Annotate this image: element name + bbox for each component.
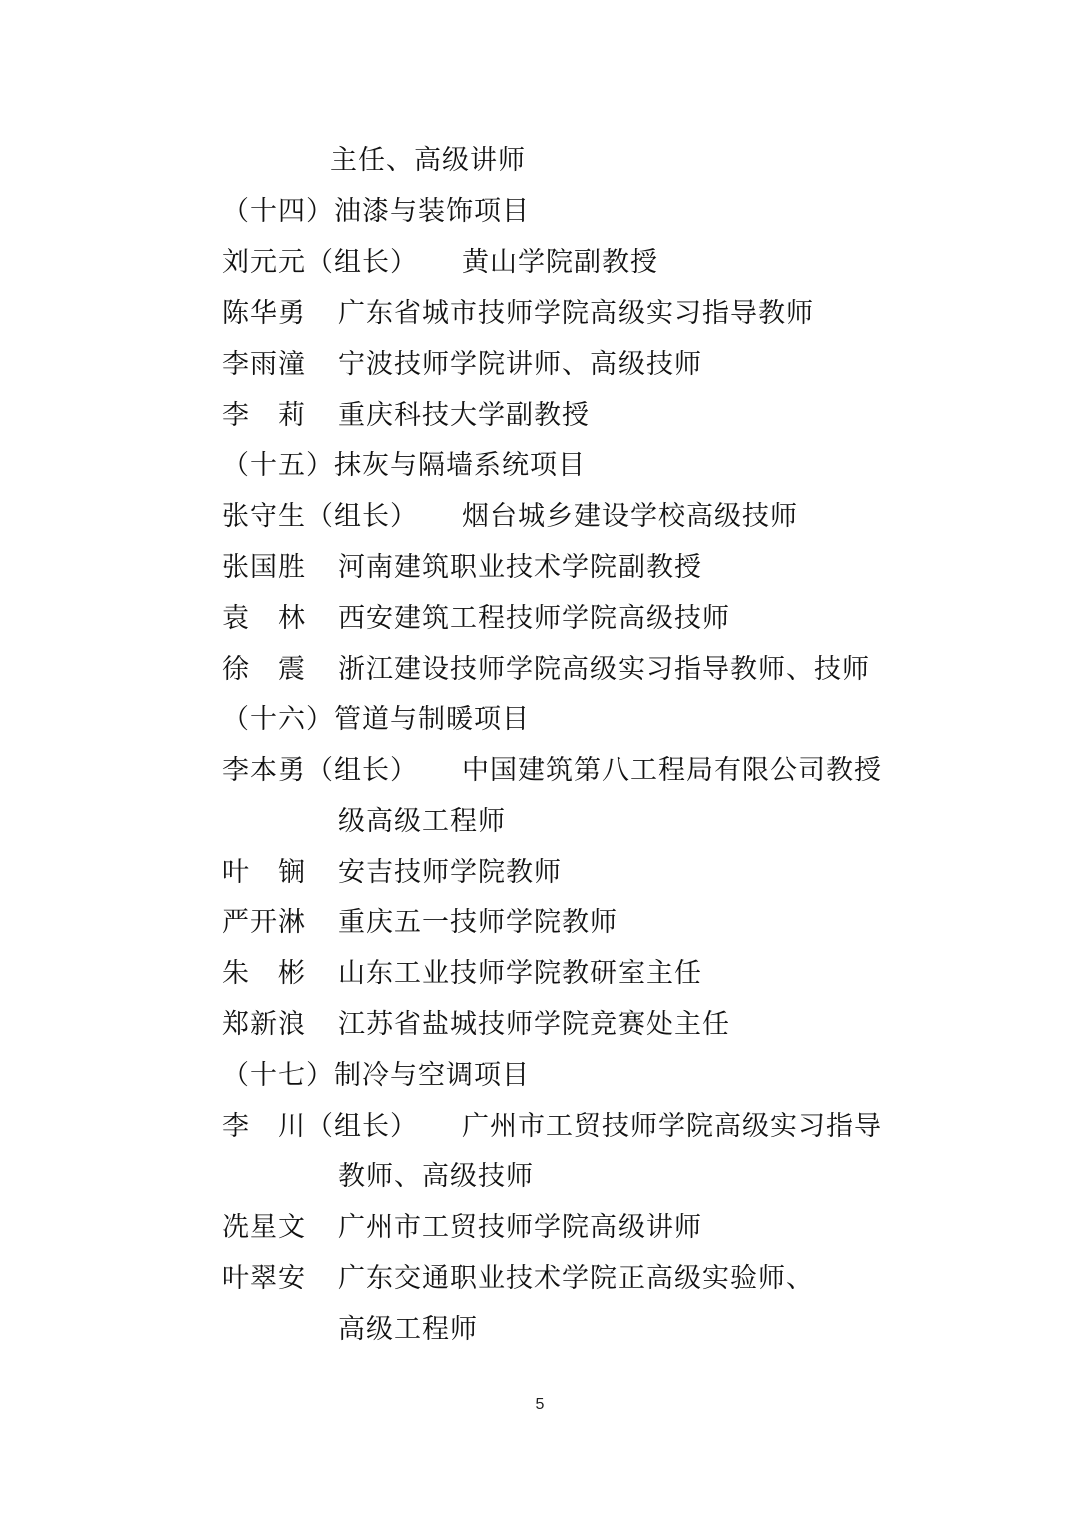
member-org: 黄山学院副教授 xyxy=(462,247,658,278)
member-org: 烟台城乡建设学校高级技师 xyxy=(462,501,798,532)
member-org: 广东交通职业技术学院正高级实验师、 xyxy=(338,1263,814,1294)
member-row xyxy=(222,599,730,639)
section-heading-16: （十六）管道与制暖项目 xyxy=(222,704,530,735)
section-heading-14: （十四）油漆与装饰项目 xyxy=(222,196,530,227)
member-org: 重庆五一技师学院教师 xyxy=(338,907,618,938)
member-row xyxy=(222,954,702,994)
member-name: 李本勇（组长） xyxy=(222,755,418,786)
member-name: 张国胜 xyxy=(222,552,306,583)
member-row xyxy=(222,1208,702,1248)
member-name: 叶 锎 xyxy=(222,857,306,888)
member-name: 严开淋 xyxy=(222,907,306,938)
member-row xyxy=(222,294,814,334)
member-row xyxy=(222,345,702,385)
member-row xyxy=(222,497,798,537)
member-name: 叶翠安 xyxy=(222,1263,306,1294)
member-org: 安吉技师学院教师 xyxy=(338,857,562,888)
member-row xyxy=(222,396,590,436)
section-heading-17: （十七）制冷与空调项目 xyxy=(222,1060,530,1091)
member-org-continued: 高级工程师 xyxy=(338,1314,478,1345)
member-org: 宁波技师学院讲师、高级技师 xyxy=(338,349,702,380)
section-heading-15: （十五）抹灰与隔墙系统项目 xyxy=(222,450,586,481)
member-org: 广州市工贸技师学院高级实习指导 xyxy=(462,1111,882,1142)
member-row xyxy=(222,1259,814,1299)
member-name: 李 川（组长） xyxy=(222,1111,418,1142)
member-org: 山东工业技师学院教研室主任 xyxy=(338,958,702,989)
member-row xyxy=(222,903,618,943)
member-name: 李雨潼 xyxy=(222,349,306,380)
member-org-continued: 教师、高级技师 xyxy=(338,1161,534,1192)
member-name: 李 莉 xyxy=(222,400,306,431)
member-org-continued: 级高级工程师 xyxy=(338,806,506,837)
member-name: 刘元元（组长） xyxy=(222,247,418,278)
member-row xyxy=(222,650,870,690)
member-name: 朱 彬 xyxy=(222,958,306,989)
member-org: 浙江建设技师学院高级实习指导教师、技师 xyxy=(338,654,870,685)
member-name: 袁 林 xyxy=(222,603,306,634)
member-row xyxy=(222,548,702,588)
member-row xyxy=(222,1107,882,1147)
member-org: 广州市工贸技师学院高级讲师 xyxy=(338,1212,702,1243)
member-name: 郑新浪 xyxy=(222,1009,306,1040)
member-row xyxy=(222,243,658,283)
page-number: 5 xyxy=(535,1396,545,1413)
member-org: 西安建筑工程技师学院高级技师 xyxy=(338,603,730,634)
member-row xyxy=(222,1005,730,1045)
member-row xyxy=(222,751,882,791)
member-org: 重庆科技大学副教授 xyxy=(338,400,590,431)
member-name: 张守生（组长） xyxy=(222,501,418,532)
member-org: 河南建筑职业技术学院副教授 xyxy=(338,552,702,583)
continued-text: 主任、高级讲师 xyxy=(330,145,526,176)
member-org: 江苏省盐城技师学院竞赛处主任 xyxy=(338,1009,730,1040)
member-name: 陈华勇 xyxy=(222,298,306,329)
member-row xyxy=(222,853,562,893)
member-name: 徐 震 xyxy=(222,654,306,685)
member-org: 中国建筑第八工程局有限公司教授 xyxy=(462,755,882,786)
member-name: 冼星文 xyxy=(222,1212,306,1243)
member-org: 广东省城市技师学院高级实习指导教师 xyxy=(338,298,814,329)
